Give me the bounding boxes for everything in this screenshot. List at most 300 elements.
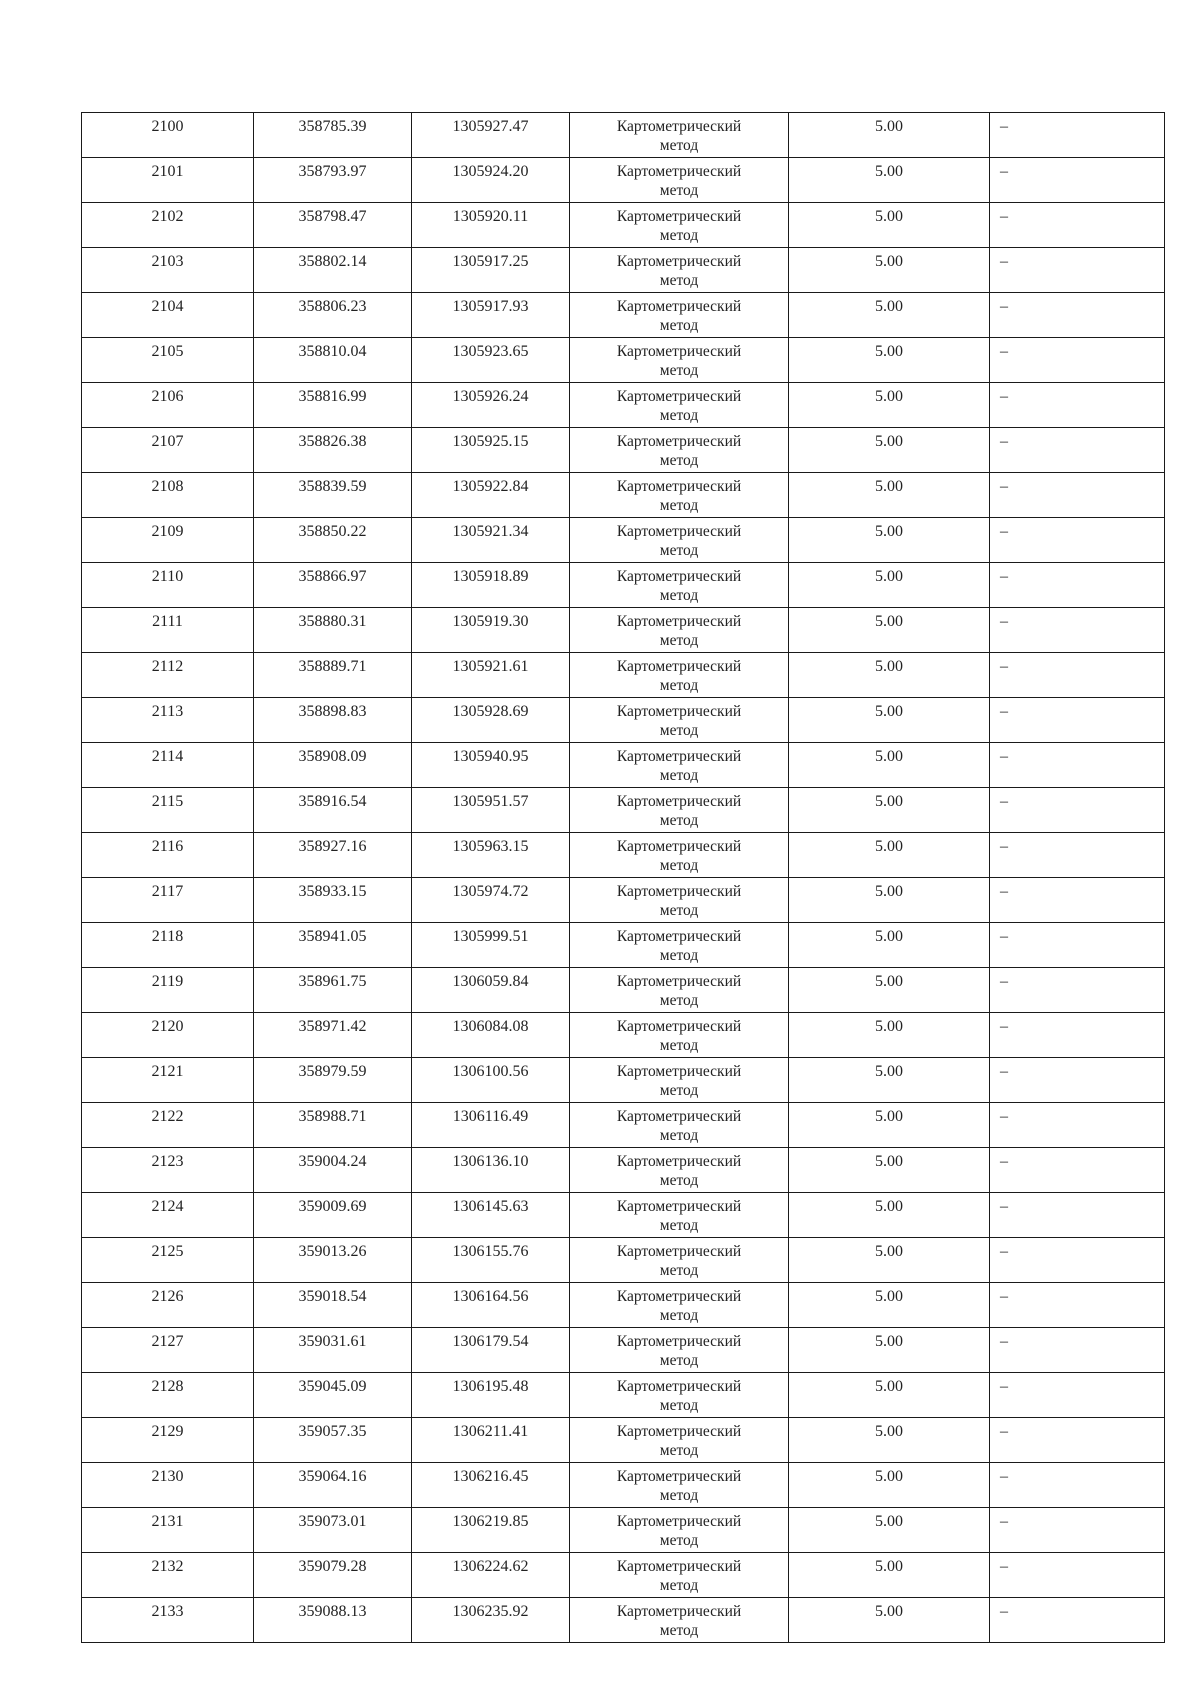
table-row — [82, 1418, 1165, 1463]
point-number-cell: 2123 — [82, 1148, 254, 1193]
table-row — [82, 1058, 1165, 1103]
note-cell: – — [990, 608, 1165, 653]
accuracy-cell: 5.00 — [789, 608, 990, 653]
y-coordinate-cell: 1306235.92 — [412, 1598, 570, 1643]
method-text-line2: метод — [659, 452, 699, 469]
y-coordinate-cell: 1305951.57 — [412, 788, 570, 833]
method-text-line1: Картометрический — [616, 1063, 742, 1080]
y-coordinate-cell: 1306219.85 — [412, 1508, 570, 1553]
note-cell: – — [990, 158, 1165, 203]
point-number-cell: 2130 — [82, 1463, 254, 1508]
note-cell: – — [990, 833, 1165, 878]
method-text-line1: Картометрический — [616, 1153, 742, 1170]
point-number-cell: 2102 — [82, 203, 254, 248]
point-number-cell: 2129 — [82, 1418, 254, 1463]
method-text-line2: метод — [659, 1082, 699, 1099]
table-row — [82, 788, 1165, 833]
accuracy-cell: 5.00 — [789, 473, 990, 518]
method-text-line2: метод — [659, 902, 699, 919]
method-text-line1: Картометрический — [616, 1513, 742, 1530]
method-text-line1: Картометрический — [616, 838, 742, 855]
method-text-line2: метод — [659, 947, 699, 964]
point-number-cell: 2100 — [82, 113, 254, 158]
accuracy-cell: 5.00 — [789, 1148, 990, 1193]
y-coordinate-cell: 1305928.69 — [412, 698, 570, 743]
y-coordinate-cell: 1305927.47 — [412, 113, 570, 158]
method-text-line2: метод — [659, 1442, 699, 1459]
y-coordinate-cell: 1306136.10 — [412, 1148, 570, 1193]
point-number-cell: 2133 — [82, 1598, 254, 1643]
table-row — [82, 113, 1165, 158]
method-cell — [570, 968, 789, 1013]
point-number-cell: 2116 — [82, 833, 254, 878]
note-cell: – — [990, 1418, 1165, 1463]
table-row — [82, 653, 1165, 698]
table-row — [82, 923, 1165, 968]
method-text-line1: Картометрический — [616, 1243, 742, 1260]
method-cell — [570, 1598, 789, 1643]
method-text-line1: Картометрический — [616, 1108, 742, 1125]
point-number-cell: 2107 — [82, 428, 254, 473]
note-cell: – — [990, 1373, 1165, 1418]
x-coordinate-cell: 358793.97 — [254, 158, 412, 203]
method-text-line2: метод — [659, 677, 699, 694]
table-row — [82, 1328, 1165, 1373]
method-text-line2: метод — [659, 1217, 699, 1234]
note-cell: – — [990, 293, 1165, 338]
note-cell: – — [990, 518, 1165, 563]
table-row — [82, 1238, 1165, 1283]
method-text-line1: Картометрический — [616, 298, 742, 315]
accuracy-cell: 5.00 — [789, 1058, 990, 1103]
method-text-line2: метод — [659, 227, 699, 244]
method-text-line1: Картометрический — [616, 748, 742, 765]
x-coordinate-cell: 359073.01 — [254, 1508, 412, 1553]
note-cell: – — [990, 1598, 1165, 1643]
method-text-line2: метод — [659, 317, 699, 334]
y-coordinate-cell: 1305940.95 — [412, 743, 570, 788]
y-coordinate-cell: 1305925.15 — [412, 428, 570, 473]
note-cell: – — [990, 1058, 1165, 1103]
point-number-cell: 2128 — [82, 1373, 254, 1418]
method-text-line1: Картометрический — [616, 208, 742, 225]
point-number-cell: 2131 — [82, 1508, 254, 1553]
y-coordinate-cell: 1305999.51 — [412, 923, 570, 968]
y-coordinate-cell: 1306224.62 — [412, 1553, 570, 1598]
method-text-line2: метод — [659, 1262, 699, 1279]
method-text-line1: Картометрический — [616, 658, 742, 675]
method-text-line1: Картометрический — [616, 613, 742, 630]
point-number-cell: 2125 — [82, 1238, 254, 1283]
note-cell: – — [990, 1013, 1165, 1058]
accuracy-cell: 5.00 — [789, 1283, 990, 1328]
x-coordinate-cell: 358866.97 — [254, 563, 412, 608]
note-cell: – — [990, 1103, 1165, 1148]
method-cell — [570, 563, 789, 608]
x-coordinate-cell: 358839.59 — [254, 473, 412, 518]
x-coordinate-cell: 358826.38 — [254, 428, 412, 473]
method-cell — [570, 203, 789, 248]
x-coordinate-cell: 358916.54 — [254, 788, 412, 833]
point-number-cell: 2115 — [82, 788, 254, 833]
method-text-line2: метод — [659, 1352, 699, 1369]
point-number-cell: 2109 — [82, 518, 254, 563]
table-row — [82, 698, 1165, 743]
x-coordinate-cell: 359004.24 — [254, 1148, 412, 1193]
y-coordinate-cell: 1306059.84 — [412, 968, 570, 1013]
method-text-line2: метод — [659, 1307, 699, 1324]
accuracy-cell: 5.00 — [789, 878, 990, 923]
method-cell — [570, 1508, 789, 1553]
method-text-line1: Картометрический — [616, 703, 742, 720]
y-coordinate-cell: 1305918.89 — [412, 563, 570, 608]
method-cell — [570, 608, 789, 653]
method-cell — [570, 113, 789, 158]
y-coordinate-cell: 1305963.15 — [412, 833, 570, 878]
table-row — [82, 1598, 1165, 1643]
y-coordinate-cell: 1306084.08 — [412, 1013, 570, 1058]
accuracy-cell: 5.00 — [789, 1103, 990, 1148]
accuracy-cell: 5.00 — [789, 338, 990, 383]
accuracy-cell: 5.00 — [789, 428, 990, 473]
method-cell — [570, 248, 789, 293]
accuracy-cell: 5.00 — [789, 1013, 990, 1058]
x-coordinate-cell: 359064.16 — [254, 1463, 412, 1508]
table-row — [82, 878, 1165, 923]
method-text-line2: метод — [659, 407, 699, 424]
table-row — [82, 428, 1165, 473]
point-number-cell: 2104 — [82, 293, 254, 338]
method-text-line2: метод — [659, 587, 699, 604]
x-coordinate-cell: 358785.39 — [254, 113, 412, 158]
point-number-cell: 2114 — [82, 743, 254, 788]
method-text-line2: метод — [659, 497, 699, 514]
method-cell — [570, 1058, 789, 1103]
accuracy-cell: 5.00 — [789, 563, 990, 608]
x-coordinate-cell: 359018.54 — [254, 1283, 412, 1328]
accuracy-cell: 5.00 — [789, 1193, 990, 1238]
method-text-line1: Картометрический — [616, 568, 742, 585]
note-cell: – — [990, 923, 1165, 968]
method-text-line1: Картометрический — [616, 1558, 742, 1575]
y-coordinate-cell: 1306195.48 — [412, 1373, 570, 1418]
method-cell — [570, 1373, 789, 1418]
method-text-line1: Картометрический — [616, 1378, 742, 1395]
point-number-cell: 2117 — [82, 878, 254, 923]
method-text-line1: Картометрический — [616, 793, 742, 810]
y-coordinate-cell: 1305919.30 — [412, 608, 570, 653]
table-row — [82, 833, 1165, 878]
point-number-cell: 2120 — [82, 1013, 254, 1058]
y-coordinate-cell: 1305920.11 — [412, 203, 570, 248]
point-number-cell: 2112 — [82, 653, 254, 698]
method-text-line1: Картометрический — [616, 928, 742, 945]
accuracy-cell: 5.00 — [789, 293, 990, 338]
point-number-cell: 2126 — [82, 1283, 254, 1328]
method-text-line2: метод — [659, 857, 699, 874]
y-coordinate-cell: 1305974.72 — [412, 878, 570, 923]
method-text-line1: Картометрический — [616, 1333, 742, 1350]
y-coordinate-cell: 1305923.65 — [412, 338, 570, 383]
y-coordinate-cell: 1306211.41 — [412, 1418, 570, 1463]
accuracy-cell: 5.00 — [789, 968, 990, 1013]
method-text-line1: Картометрический — [616, 478, 742, 495]
point-number-cell: 2121 — [82, 1058, 254, 1103]
method-text-line2: метод — [659, 722, 699, 739]
y-coordinate-cell: 1306179.54 — [412, 1328, 570, 1373]
method-text-line2: метод — [659, 1532, 699, 1549]
note-cell: – — [990, 1238, 1165, 1283]
x-coordinate-cell: 358988.71 — [254, 1103, 412, 1148]
note-cell: – — [990, 1553, 1165, 1598]
method-text-line1: Картометрический — [616, 433, 742, 450]
accuracy-cell: 5.00 — [789, 1508, 990, 1553]
method-text-line2: метод — [659, 767, 699, 784]
accuracy-cell: 5.00 — [789, 113, 990, 158]
method-text-line1: Картометрический — [616, 1198, 742, 1215]
method-text-line2: метод — [659, 542, 699, 559]
table-row — [82, 743, 1165, 788]
y-coordinate-cell: 1305922.84 — [412, 473, 570, 518]
note-cell: – — [990, 653, 1165, 698]
y-coordinate-cell: 1305924.20 — [412, 158, 570, 203]
x-coordinate-cell: 358850.22 — [254, 518, 412, 563]
point-number-cell: 2111 — [82, 608, 254, 653]
note-cell: – — [990, 338, 1165, 383]
accuracy-cell: 5.00 — [789, 518, 990, 563]
table-row — [82, 1553, 1165, 1598]
x-coordinate-cell: 358898.83 — [254, 698, 412, 743]
point-number-cell: 2132 — [82, 1553, 254, 1598]
method-cell — [570, 1103, 789, 1148]
method-cell — [570, 518, 789, 563]
y-coordinate-cell: 1306216.45 — [412, 1463, 570, 1508]
table-row — [82, 203, 1165, 248]
method-text-line1: Картометрический — [616, 388, 742, 405]
method-cell — [570, 653, 789, 698]
method-cell — [570, 158, 789, 203]
method-text-line2: метод — [659, 992, 699, 1009]
note-cell: – — [990, 113, 1165, 158]
table-row — [82, 1013, 1165, 1058]
method-text-line1: Картометрический — [616, 1018, 742, 1035]
method-cell — [570, 1238, 789, 1283]
accuracy-cell: 5.00 — [789, 788, 990, 833]
x-coordinate-cell: 359079.28 — [254, 1553, 412, 1598]
method-text-line2: метод — [659, 1127, 699, 1144]
table-row — [82, 1103, 1165, 1148]
note-cell: – — [990, 788, 1165, 833]
note-cell: – — [990, 1283, 1165, 1328]
method-cell — [570, 1013, 789, 1058]
x-coordinate-cell: 358941.05 — [254, 923, 412, 968]
x-coordinate-cell: 358908.09 — [254, 743, 412, 788]
method-cell — [570, 743, 789, 788]
y-coordinate-cell: 1306164.56 — [412, 1283, 570, 1328]
note-cell: – — [990, 968, 1165, 1013]
accuracy-cell: 5.00 — [789, 923, 990, 968]
point-number-cell: 2113 — [82, 698, 254, 743]
method-cell — [570, 338, 789, 383]
method-text-line1: Картометрический — [616, 1288, 742, 1305]
accuracy-cell: 5.00 — [789, 1328, 990, 1373]
x-coordinate-cell: 358971.42 — [254, 1013, 412, 1058]
x-coordinate-cell: 358961.75 — [254, 968, 412, 1013]
accuracy-cell: 5.00 — [789, 1373, 990, 1418]
point-number-cell: 2106 — [82, 383, 254, 428]
y-coordinate-cell: 1306155.76 — [412, 1238, 570, 1283]
note-cell: – — [990, 878, 1165, 923]
table-row — [82, 1148, 1165, 1193]
accuracy-cell: 5.00 — [789, 743, 990, 788]
y-coordinate-cell: 1305917.93 — [412, 293, 570, 338]
table-row — [82, 608, 1165, 653]
accuracy-cell: 5.00 — [789, 698, 990, 743]
accuracy-cell: 5.00 — [789, 1553, 990, 1598]
method-cell — [570, 923, 789, 968]
method-cell — [570, 293, 789, 338]
method-text-line2: метод — [659, 1172, 699, 1189]
method-text-line2: метод — [659, 632, 699, 649]
x-coordinate-cell: 358798.47 — [254, 203, 412, 248]
table-row — [82, 518, 1165, 563]
method-cell — [570, 428, 789, 473]
accuracy-cell: 5.00 — [789, 1418, 990, 1463]
x-coordinate-cell: 358927.16 — [254, 833, 412, 878]
x-coordinate-cell: 359045.09 — [254, 1373, 412, 1418]
x-coordinate-cell: 359057.35 — [254, 1418, 412, 1463]
method-text-line1: Картометрический — [616, 118, 742, 135]
method-text-line1: Картометрический — [616, 253, 742, 270]
method-cell — [570, 878, 789, 923]
note-cell: – — [990, 248, 1165, 293]
y-coordinate-cell: 1305926.24 — [412, 383, 570, 428]
method-cell — [570, 1148, 789, 1193]
x-coordinate-cell: 358880.31 — [254, 608, 412, 653]
method-text-line2: метод — [659, 1577, 699, 1594]
x-coordinate-cell: 358889.71 — [254, 653, 412, 698]
table-row — [82, 563, 1165, 608]
method-text-line2: метод — [659, 182, 699, 199]
method-cell — [570, 788, 789, 833]
y-coordinate-cell: 1305921.61 — [412, 653, 570, 698]
accuracy-cell: 5.00 — [789, 1238, 990, 1283]
table-row — [82, 968, 1165, 1013]
accuracy-cell: 5.00 — [789, 1598, 990, 1643]
table-row — [82, 1373, 1165, 1418]
note-cell: – — [990, 1148, 1165, 1193]
point-number-cell: 2110 — [82, 563, 254, 608]
accuracy-cell: 5.00 — [789, 203, 990, 248]
y-coordinate-cell: 1306116.49 — [412, 1103, 570, 1148]
method-text-line1: Картометрический — [616, 523, 742, 540]
method-text-line2: метод — [659, 1487, 699, 1504]
note-cell: – — [990, 1193, 1165, 1238]
method-cell — [570, 383, 789, 428]
method-cell — [570, 1328, 789, 1373]
point-number-cell: 2122 — [82, 1103, 254, 1148]
note-cell: – — [990, 1463, 1165, 1508]
table-row — [82, 293, 1165, 338]
y-coordinate-cell: 1306100.56 — [412, 1058, 570, 1103]
method-cell — [570, 473, 789, 518]
x-coordinate-cell: 358816.99 — [254, 383, 412, 428]
x-coordinate-cell: 358802.14 — [254, 248, 412, 293]
method-cell — [570, 1193, 789, 1238]
accuracy-cell: 5.00 — [789, 653, 990, 698]
note-cell: – — [990, 428, 1165, 473]
point-number-cell: 2119 — [82, 968, 254, 1013]
table-row — [82, 158, 1165, 203]
note-cell: – — [990, 383, 1165, 428]
point-number-cell: 2105 — [82, 338, 254, 383]
method-text-line2: метод — [659, 1397, 699, 1414]
point-number-cell: 2118 — [82, 923, 254, 968]
accuracy-cell: 5.00 — [789, 1463, 990, 1508]
method-text-line2: метод — [659, 362, 699, 379]
note-cell: – — [990, 203, 1165, 248]
method-text-line1: Картометрический — [616, 1468, 742, 1485]
method-text-line1: Картометрический — [616, 973, 742, 990]
method-text-line1: Картометрический — [616, 163, 742, 180]
point-number-cell: 2127 — [82, 1328, 254, 1373]
method-text-line2: метод — [659, 1037, 699, 1054]
coordinates-table-body — [82, 113, 1165, 1643]
method-text-line1: Картометрический — [616, 883, 742, 900]
method-cell — [570, 1463, 789, 1508]
method-text-line2: метод — [659, 812, 699, 829]
point-number-cell: 2108 — [82, 473, 254, 518]
accuracy-cell: 5.00 — [789, 833, 990, 878]
table-row — [82, 383, 1165, 428]
point-number-cell: 2101 — [82, 158, 254, 203]
method-cell — [570, 698, 789, 743]
x-coordinate-cell: 359031.61 — [254, 1328, 412, 1373]
y-coordinate-cell: 1305917.25 — [412, 248, 570, 293]
x-coordinate-cell: 359009.69 — [254, 1193, 412, 1238]
x-coordinate-cell: 359088.13 — [254, 1598, 412, 1643]
method-cell — [570, 1553, 789, 1598]
method-cell — [570, 833, 789, 878]
note-cell: – — [990, 698, 1165, 743]
note-cell: – — [990, 473, 1165, 518]
table-row — [82, 338, 1165, 383]
table-row — [82, 473, 1165, 518]
method-text-line2: метод — [659, 272, 699, 289]
x-coordinate-cell: 358933.15 — [254, 878, 412, 923]
method-text-line2: метод — [659, 137, 699, 154]
method-text-line1: Картометрический — [616, 1603, 742, 1620]
accuracy-cell: 5.00 — [789, 248, 990, 293]
method-cell — [570, 1283, 789, 1328]
table-row — [82, 248, 1165, 293]
x-coordinate-cell: 358806.23 — [254, 293, 412, 338]
y-coordinate-cell: 1306145.63 — [412, 1193, 570, 1238]
note-cell: – — [990, 1508, 1165, 1553]
x-coordinate-cell: 358810.04 — [254, 338, 412, 383]
method-text-line1: Картометрический — [616, 1423, 742, 1440]
method-text-line1: Картометрический — [616, 343, 742, 360]
x-coordinate-cell: 359013.26 — [254, 1238, 412, 1283]
accuracy-cell: 5.00 — [789, 383, 990, 428]
table-row — [82, 1193, 1165, 1238]
coordinates-table — [81, 112, 1165, 1643]
point-number-cell: 2103 — [82, 248, 254, 293]
x-coordinate-cell: 358979.59 — [254, 1058, 412, 1103]
method-cell — [570, 1418, 789, 1463]
note-cell: – — [990, 563, 1165, 608]
note-cell: – — [990, 743, 1165, 788]
